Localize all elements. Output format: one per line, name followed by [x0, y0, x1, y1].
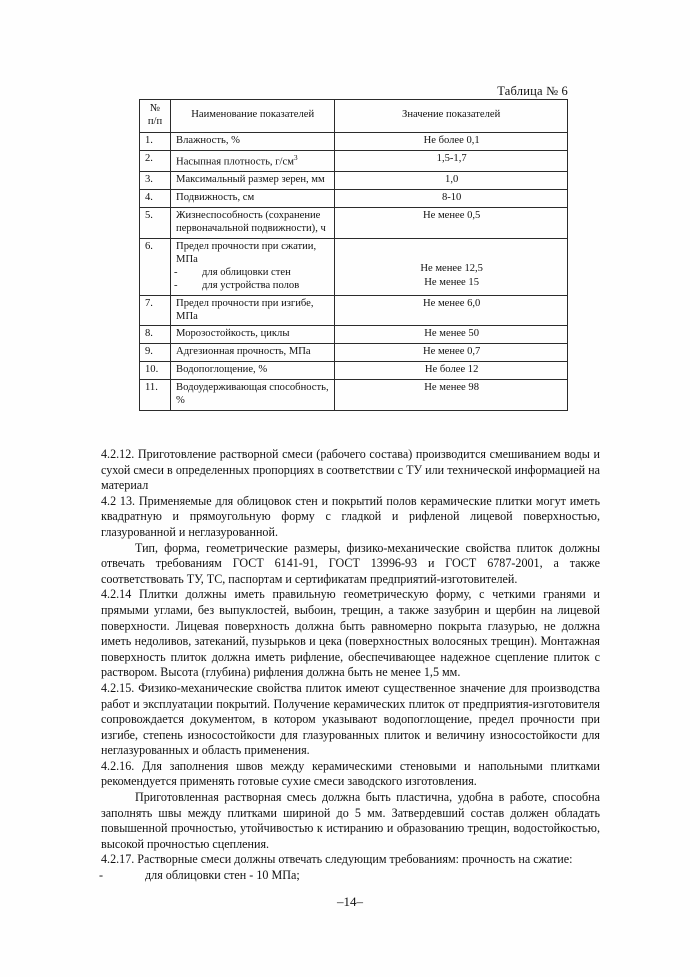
paragraph-4-2-13: 4.2 13. Применяемые для облицовок стен и покрытий полов керамические плитки могут иметь квадратную и прямоугольную форму с гладкой и рифленой лицевой поверхностью, глазурованной и неглазурованной.	[101, 493, 600, 539]
paragraph-4-2-17: 4.2.17. Растворные смеси должны отвечать следующим требованиям: прочность на сжатие:	[101, 852, 573, 867]
row-name: Адгезионная прочность, МПа	[171, 344, 335, 362]
row-value: Не менее 98	[335, 380, 568, 411]
row-value: Не менее 0,7	[335, 344, 568, 362]
row-num: 8.	[140, 326, 171, 344]
row-name: Подвижность, см	[171, 190, 335, 208]
paragraph-tip-forma: Тип, форма, геометрические размеры, физико-механические свойства плиток должны отвечать требованиям ГОСТ 6141-91, ГОСТ 13996-93 и ГОСТ 6787-2001, а также соответствовать ТУ, ТС, паспортам и сертификатам предприятий-изготовителей.	[101, 540, 600, 586]
row-name-text: Предел прочности при сжатии, МПа	[176, 240, 317, 265]
row-num: 1.	[140, 132, 171, 150]
row-name: Жизнеспособность (сохранение первоначальной подвижности), ч	[171, 208, 335, 239]
table-header-num	[140, 100, 171, 133]
row-num: 4.	[140, 190, 171, 208]
indicators-table	[139, 99, 568, 411]
table-row	[140, 380, 568, 411]
row-value: Не менее 0,5	[335, 208, 568, 239]
row-name: Водоудерживающая способность, %	[171, 380, 335, 411]
value-spacer	[340, 241, 563, 262]
table-caption: Таблица № 6	[497, 84, 568, 98]
table-header-name: Наименование показателей	[171, 100, 335, 133]
table-row	[140, 326, 568, 344]
row-subvalue: Не менее 12,5	[420, 262, 483, 274]
sub-dash: -	[174, 266, 178, 278]
paragraph-4-2-16: 4.2.16. Для заполнения швов между керамическими стеновыми и напольными плитками рекомендуется применять готовые сухие смеси заводского изготовления.	[101, 758, 600, 789]
paragraph-4-2-14: 4.2.14 Плитки должны иметь правильную геометрическую форму, с четкими гранями и прямыми углами, без выпуклостей, выбоин, трещин, а также зазубрин и щербин на лицевой поверхности. Лицевая поверхность должна быть равномерно покрыта глазурью, не должна иметь недоливов, затеканий, пузырьков и цека (поверхностных волосяных трещин). Монтажная поверхность плиток должна иметь рифление, обеспечивающее надежное сцепление плиток с раствором. Высота (глубина) рифления должна быть не менее 1,5 мм.	[101, 587, 600, 680]
row-num: 11.	[140, 380, 171, 411]
row-name-text: Насыпная плотность, г/см	[176, 156, 294, 168]
row-name	[171, 150, 335, 171]
row-subitem-label: для устройства полов	[202, 279, 300, 291]
row-num: 9.	[140, 344, 171, 362]
row-value: 8-10	[335, 190, 568, 208]
table-row	[140, 295, 568, 326]
row-value: 1,0	[335, 172, 568, 190]
table-header-row	[140, 100, 568, 133]
bullet-item-1-label: для облицовки стен - 10 МПа;	[145, 868, 300, 883]
row-value: Не менее 50	[335, 326, 568, 344]
row-subvalue: Не менее 15	[424, 276, 480, 288]
table-row	[140, 362, 568, 380]
table-row	[140, 190, 568, 208]
row-name: Максимальный размер зерен, мм	[171, 172, 335, 190]
row-num: 10.	[140, 362, 171, 380]
bullet-dash: -	[99, 868, 104, 883]
row-subitem	[176, 280, 330, 293]
row-value: Не более 0,1	[335, 132, 568, 150]
table-row	[140, 208, 568, 239]
paragraph-4-2-12: 4.2.12. Приготовление растворной смеси (рабочего состава) производится смешиванием воды и сухой смеси в определенных пропорциях в соответствии с ТУ или технической информацией на материал	[101, 447, 600, 493]
body-text-block	[101, 447, 600, 884]
row-subitem	[176, 267, 330, 280]
bullet-item-1	[101, 868, 600, 884]
row-name	[171, 238, 335, 295]
row-num: 3.	[140, 172, 171, 190]
sub-dash: -	[174, 279, 178, 291]
table-row	[140, 150, 568, 171]
row-name: Водопоглощение, %	[171, 362, 335, 380]
page-number: –14–	[337, 894, 363, 909]
row-value-stack	[340, 241, 563, 290]
row-name: Морозостойкость, циклы	[171, 326, 335, 344]
row-num: 5.	[140, 208, 171, 239]
row-name: Влажность, %	[171, 132, 335, 150]
table-row	[140, 238, 568, 295]
row-value	[335, 238, 568, 295]
table-row	[140, 172, 568, 190]
paragraph-prigotovlennaya: Приготовленная растворная смесь должна быть пластична, удобна в работе, способна заполнять швы между плитками шириной до 5 мм. Затвердевший состав должен обладать повышенной прочностью, утойчивостью к истиранию и образованию трещин, водостойкостью, высокой прочностью сцепления.	[101, 790, 600, 851]
row-value: 1,5-1,7	[335, 150, 568, 171]
row-value: Не более 12	[335, 362, 568, 380]
row-name: Предел прочности при изгибе, МПа	[171, 295, 335, 326]
row-value: Не менее 6,0	[335, 295, 568, 326]
table-header-value: Значение показателей	[335, 100, 568, 133]
row-num: 7.	[140, 295, 171, 326]
row-num: 2.	[140, 150, 171, 171]
table-row	[140, 344, 568, 362]
row-name-superscript: 3	[293, 152, 298, 162]
table-row	[140, 132, 568, 150]
row-subitem-label: для облицовки стен	[202, 266, 291, 278]
table-header-num-line2: п/п	[147, 115, 163, 127]
row-num: 6.	[140, 238, 171, 295]
table-header-num-line1: №	[149, 103, 161, 114]
paragraph-4-2-15: 4.2.15. Физико-механические свойства плиток имеют существенное значение для производства работ и эксплуатации покрытий. Получение керамических плиток от предприятия-изготовителя сопровождается документом, в котором указывают водопоглощение, предел прочности при изгибе, степень износостойкости для глазурованных плиток и величину износостойкости для неглазурованных и область применения.	[101, 680, 600, 758]
